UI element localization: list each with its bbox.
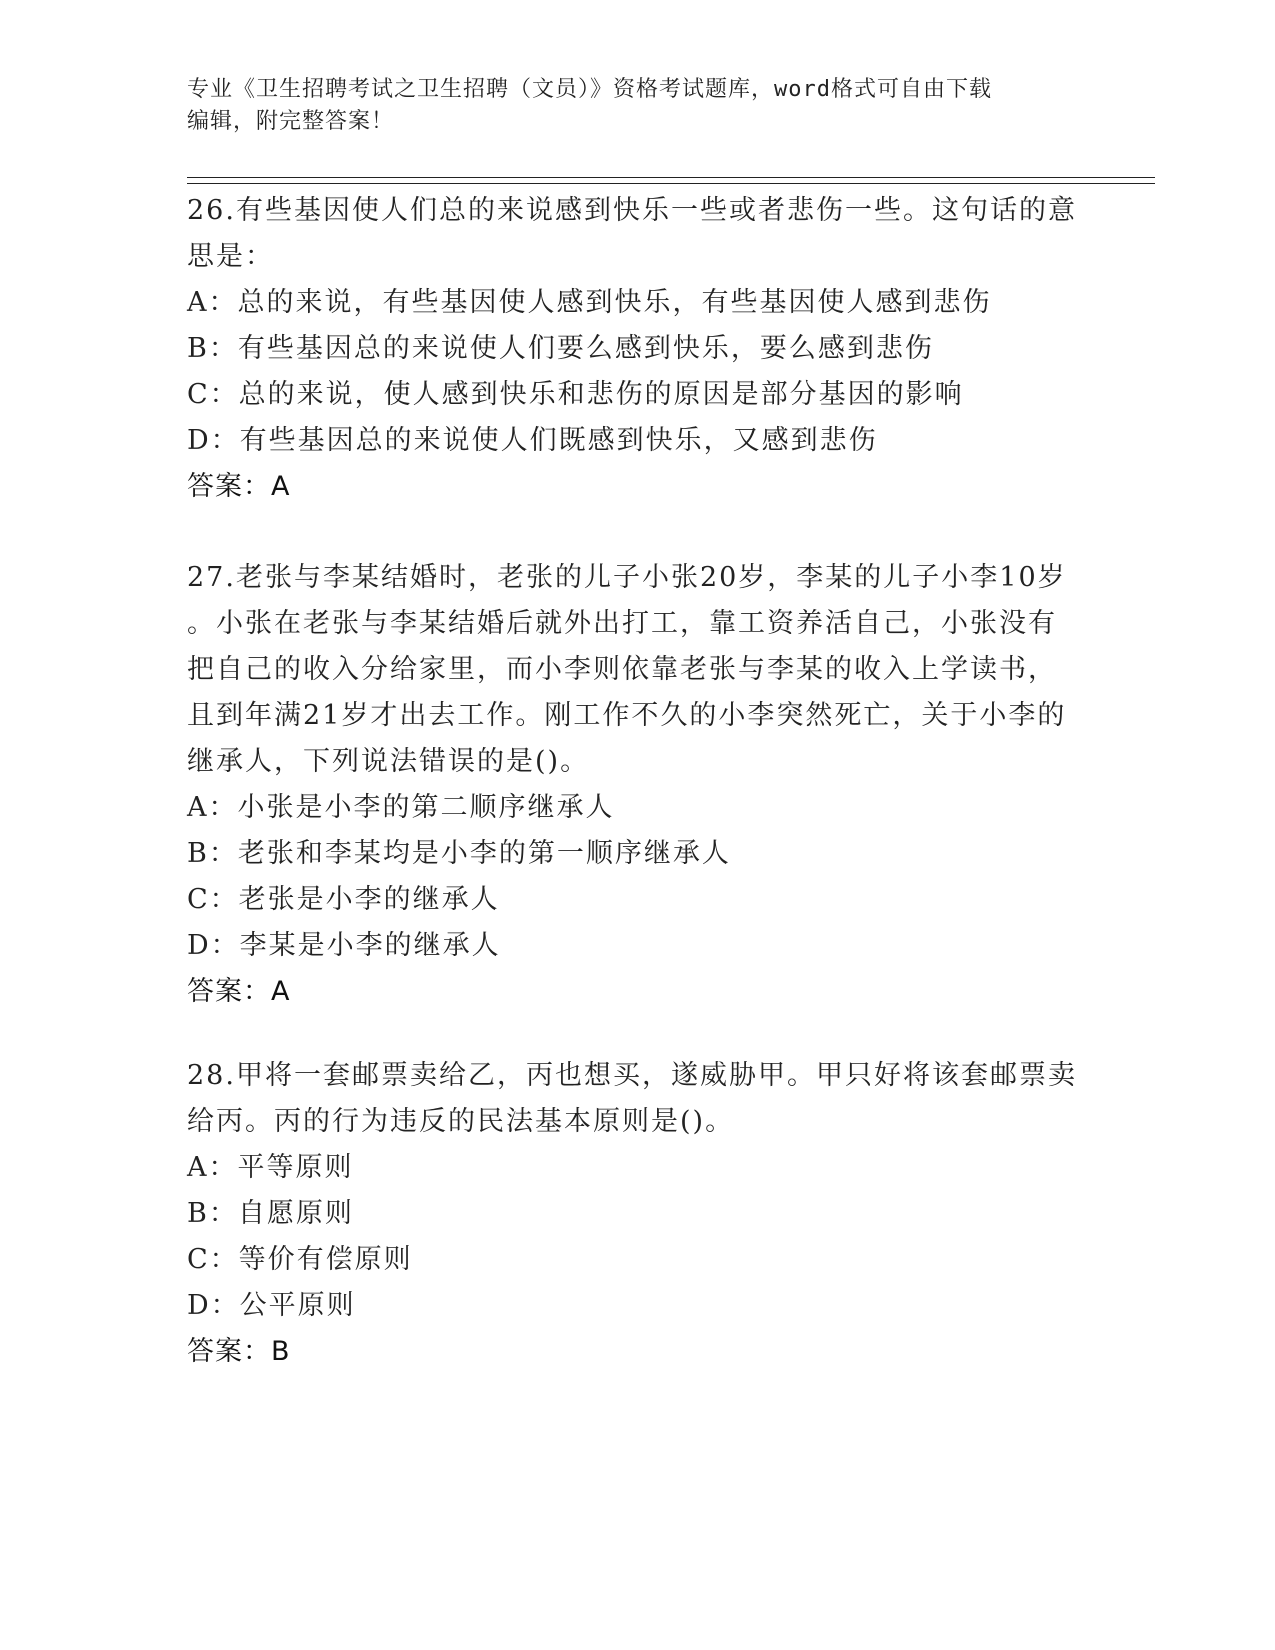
option-b: B：老张和李某均是小李的第一顺序继承人 bbox=[187, 838, 731, 869]
stem-line: 继承人，下列说法错误的是()。 bbox=[187, 746, 590, 777]
header-divider-bottom bbox=[187, 183, 1155, 184]
option-c: C：老张是小李的继承人 bbox=[187, 884, 500, 915]
answer-line: 答案：A bbox=[187, 976, 291, 1007]
header-divider-top bbox=[187, 177, 1155, 178]
stem-line: 思是： bbox=[187, 241, 274, 272]
option-d: D：公平原则 bbox=[187, 1290, 356, 1321]
document-header bbox=[187, 74, 1067, 138]
stem-line: 27.老张与李某结婚时，老张的儿子小张20岁，李某的儿子小李10岁 bbox=[187, 562, 1067, 593]
stem-line: 。小张在老张与李某结婚后就外出打工，靠工资养活自己，小张没有 bbox=[187, 608, 1057, 639]
question-stem bbox=[187, 555, 1077, 785]
question-28 bbox=[187, 1053, 1077, 1375]
stem-line: 给丙。丙的行为违反的民法基本原则是()。 bbox=[187, 1106, 735, 1137]
option-a: A：总的来说，有些基因使人感到快乐，有些基因使人感到悲伤 bbox=[187, 287, 992, 318]
answer-line: 答案：B bbox=[187, 1336, 291, 1367]
stem-line: 26.有些基因使人们总的来说感到快乐一些或者悲伤一些。这句话的意 bbox=[187, 195, 1077, 226]
question-stem bbox=[187, 1053, 1077, 1145]
option-c: C：总的来说，使人感到快乐和悲伤的原因是部分基因的影响 bbox=[187, 379, 964, 410]
question-26 bbox=[187, 188, 1077, 510]
question-27 bbox=[187, 555, 1077, 1015]
option-b: B：自愿原则 bbox=[187, 1198, 354, 1229]
option-d: D：有些基因总的来说使人们既感到快乐，又感到悲伤 bbox=[187, 425, 878, 456]
option-d: D：李某是小李的继承人 bbox=[187, 930, 501, 961]
stem-line: 且到年满21岁才出去工作。刚工作不久的小李突然死亡，关于小李的 bbox=[187, 700, 1067, 731]
stem-line: 28.甲将一套邮票卖给乙，丙也想买，遂威胁甲。甲只好将该套邮票卖 bbox=[187, 1060, 1077, 1091]
answer-line: 答案：A bbox=[187, 471, 291, 502]
header-line-1: 专业《卫生招聘考试之卫生招聘（文员）》资格考试题库，word格式可自由下载 bbox=[187, 77, 992, 102]
option-c: C：等价有偿原则 bbox=[187, 1244, 413, 1275]
option-b: B：有些基因总的来说使人们要么感到快乐，要么感到悲伤 bbox=[187, 333, 934, 364]
stem-line: 把自己的收入分给家里，而小李则依靠老张与李某的收入上学读书， bbox=[187, 654, 1057, 685]
option-a: A：平等原则 bbox=[187, 1152, 354, 1183]
question-stem bbox=[187, 188, 1077, 280]
header-line-2: 编辑，附完整答案！ bbox=[187, 109, 395, 134]
option-a: A：小张是小李的第二顺序继承人 bbox=[187, 792, 615, 823]
